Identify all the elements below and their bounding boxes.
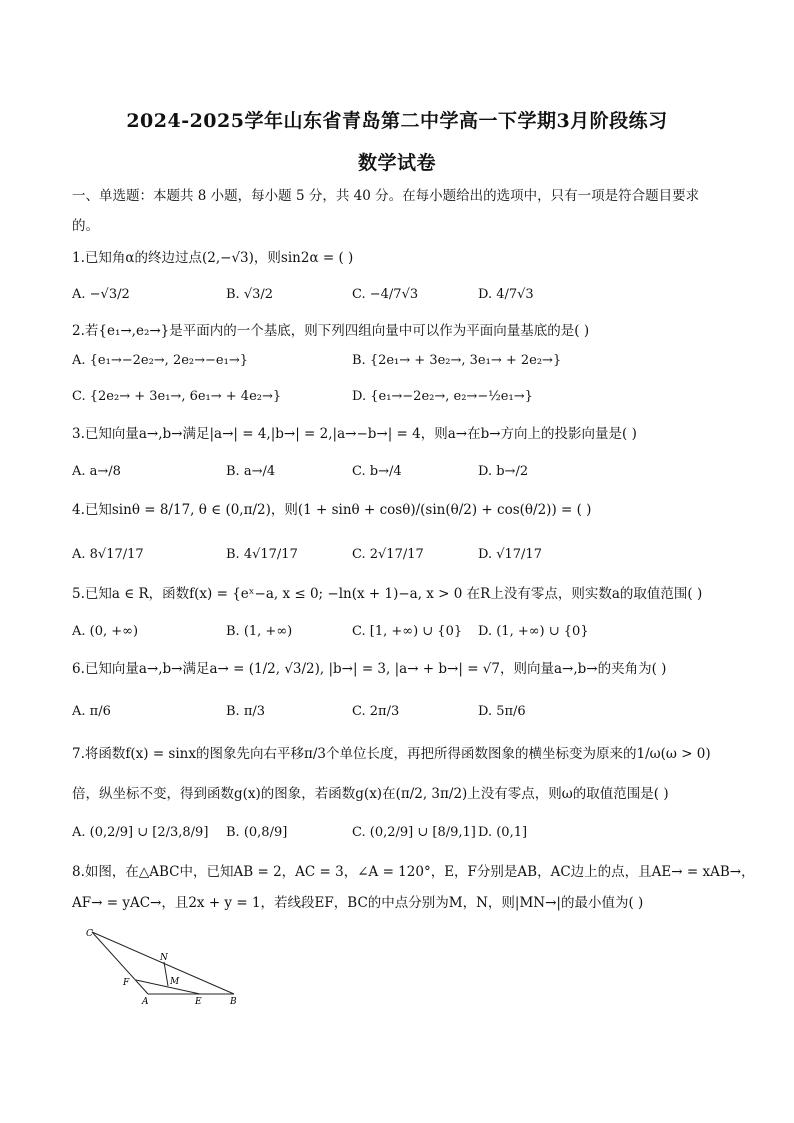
question-5-stem: 5.已知a ∈ R，函数f(x) = {eˣ−a, x ≤ 0; −ln(x + 1)−a, x > 0 在R上没有零点，则实数a的取值范围( ) [72, 586, 703, 602]
label-b: B [230, 997, 237, 1007]
exam-subtitle: 数学试卷 [357, 152, 436, 174]
q2-option-a: A. {e₁→−2e₂→, 2e₂→−e₁→} [72, 353, 248, 368]
q2-option-c: C. {2e₂→ + 3e₁→, 6e₁→ + 4e₂→} [72, 389, 282, 404]
question-8-stem-2: AF→ = yAC→，且2x + y = 1，若线段EF，BC的中点分别为M，N，则|MN→|的最小值为( ) [72, 895, 644, 911]
question-7-stem-2: 倍，纵坐标不变，得到函数g(x)的图象，若函数g(x)在(π/2, 3π/2)上没有零点，则ω的取值范围是( ) [72, 786, 669, 802]
q4-option-a: A. 8√17/17 [72, 547, 144, 562]
segment-NM [164, 962, 168, 986]
q1-option-c: C. −4/7√3 [352, 287, 419, 302]
q6-option-a: A. π/6 [72, 704, 111, 719]
q4-option-d: D. √17/17 [478, 547, 542, 562]
q2-option-d: D. {e₁→−2e₂→, e₂→−½e₁→} [352, 389, 533, 404]
triangle-figure [80, 922, 250, 1008]
q7-option-a: A. (0,2/9] ∪ [2/3,8/9] [72, 825, 209, 840]
q5-option-b: B. (1, +∞) [226, 624, 293, 639]
question-3-stem: 3.已知向量a→,b→满足|a→| = 4,|b→| = 2,|a→−b→| = 4，则a→在b→方向上的投影向量是( ) [72, 426, 637, 442]
label-n: N [160, 953, 168, 963]
q5-option-a: A. (0, +∞) [72, 624, 139, 639]
question-8-stem: 8.如图，在△ABC中，已知AB = 2，AC = 3，∠A = 120°，E，F分别是AB，AC边上的点，且AE→ = xAB→， [72, 864, 755, 880]
q6-option-c: C. 2π/3 [352, 704, 400, 719]
q1-option-b: B. √3/2 [226, 287, 274, 302]
section-heading-line1: 一、单选题：本题共 8 小题，每小题 5 分，共 40 分。在每小题给出的选项中，只有一项是符合题目要求 [72, 188, 700, 204]
q3-option-c: C. b→/4 [352, 464, 402, 479]
q5-option-c: C. [1, +∞) ∪ {0} [352, 624, 463, 639]
label-m: M [170, 977, 180, 987]
q3-option-d: D. b→/2 [478, 464, 529, 479]
q7-option-c: C. (0,2/9] ∪ [8/9,1] [352, 825, 476, 840]
question-4-stem: 4.已知sinθ = 8/17, θ ∈ (0,π/2)，则(1 + sinθ + cosθ)/(sin(θ/2) + cos(θ/2)) = ( ) [72, 502, 592, 518]
q3-option-a: A. a→/8 [72, 464, 121, 479]
section-heading-line2: 的。 [72, 218, 99, 234]
question-2-stem: 2.若{e₁→,e₂→}是平面内的一个基底，则下列四组向量中可以作为平面向量基底的是( ) [72, 323, 590, 339]
label-e: E [195, 997, 202, 1007]
q2-option-b: B. {2e₁→ + 3e₂→, 3e₁→ + 2e₂→} [352, 353, 562, 368]
q1-option-d: D. 4/7√3 [478, 287, 534, 302]
q6-option-b: B. π/3 [226, 704, 266, 719]
question-7-stem: 7.将函数f(x) = sinx的图象先向右平移π/3个单位长度，再把所得函数图象的横坐标变为原来的1/ω(ω > 0) [72, 746, 711, 762]
q4-option-b: B. 4√17/17 [226, 547, 298, 562]
question-6-stem: 6.已知向量a→,b→满足a→ = (1/2, √3/2), |b→| = 3, |a→ + b→| = √7，则向量a→,b→的夹角为( ) [72, 661, 667, 677]
segment-CA [92, 932, 148, 994]
q5-option-d: D. (1, +∞) ∪ {0} [478, 624, 589, 639]
q3-option-b: B. a→/4 [226, 464, 276, 479]
label-a: A [142, 997, 149, 1007]
question-1-stem: 1.已知角α的终边过点(2,−√3)，则sin2α = ( ) [72, 250, 354, 266]
q6-option-d: D. 5π/6 [478, 704, 526, 719]
q7-option-d: D. (0,1] [478, 825, 528, 840]
exam-title: 2024-2025学年山东省青岛第二中学高一下学期3月阶段练习 [126, 110, 668, 132]
q4-option-c: C. 2√17/17 [352, 547, 424, 562]
q1-option-a: A. −√3/2 [72, 287, 130, 302]
q7-option-b: B. (0,8/9] [226, 825, 288, 840]
segment-CB [92, 932, 234, 994]
label-f: F [123, 978, 130, 988]
label-c: C [86, 929, 93, 939]
